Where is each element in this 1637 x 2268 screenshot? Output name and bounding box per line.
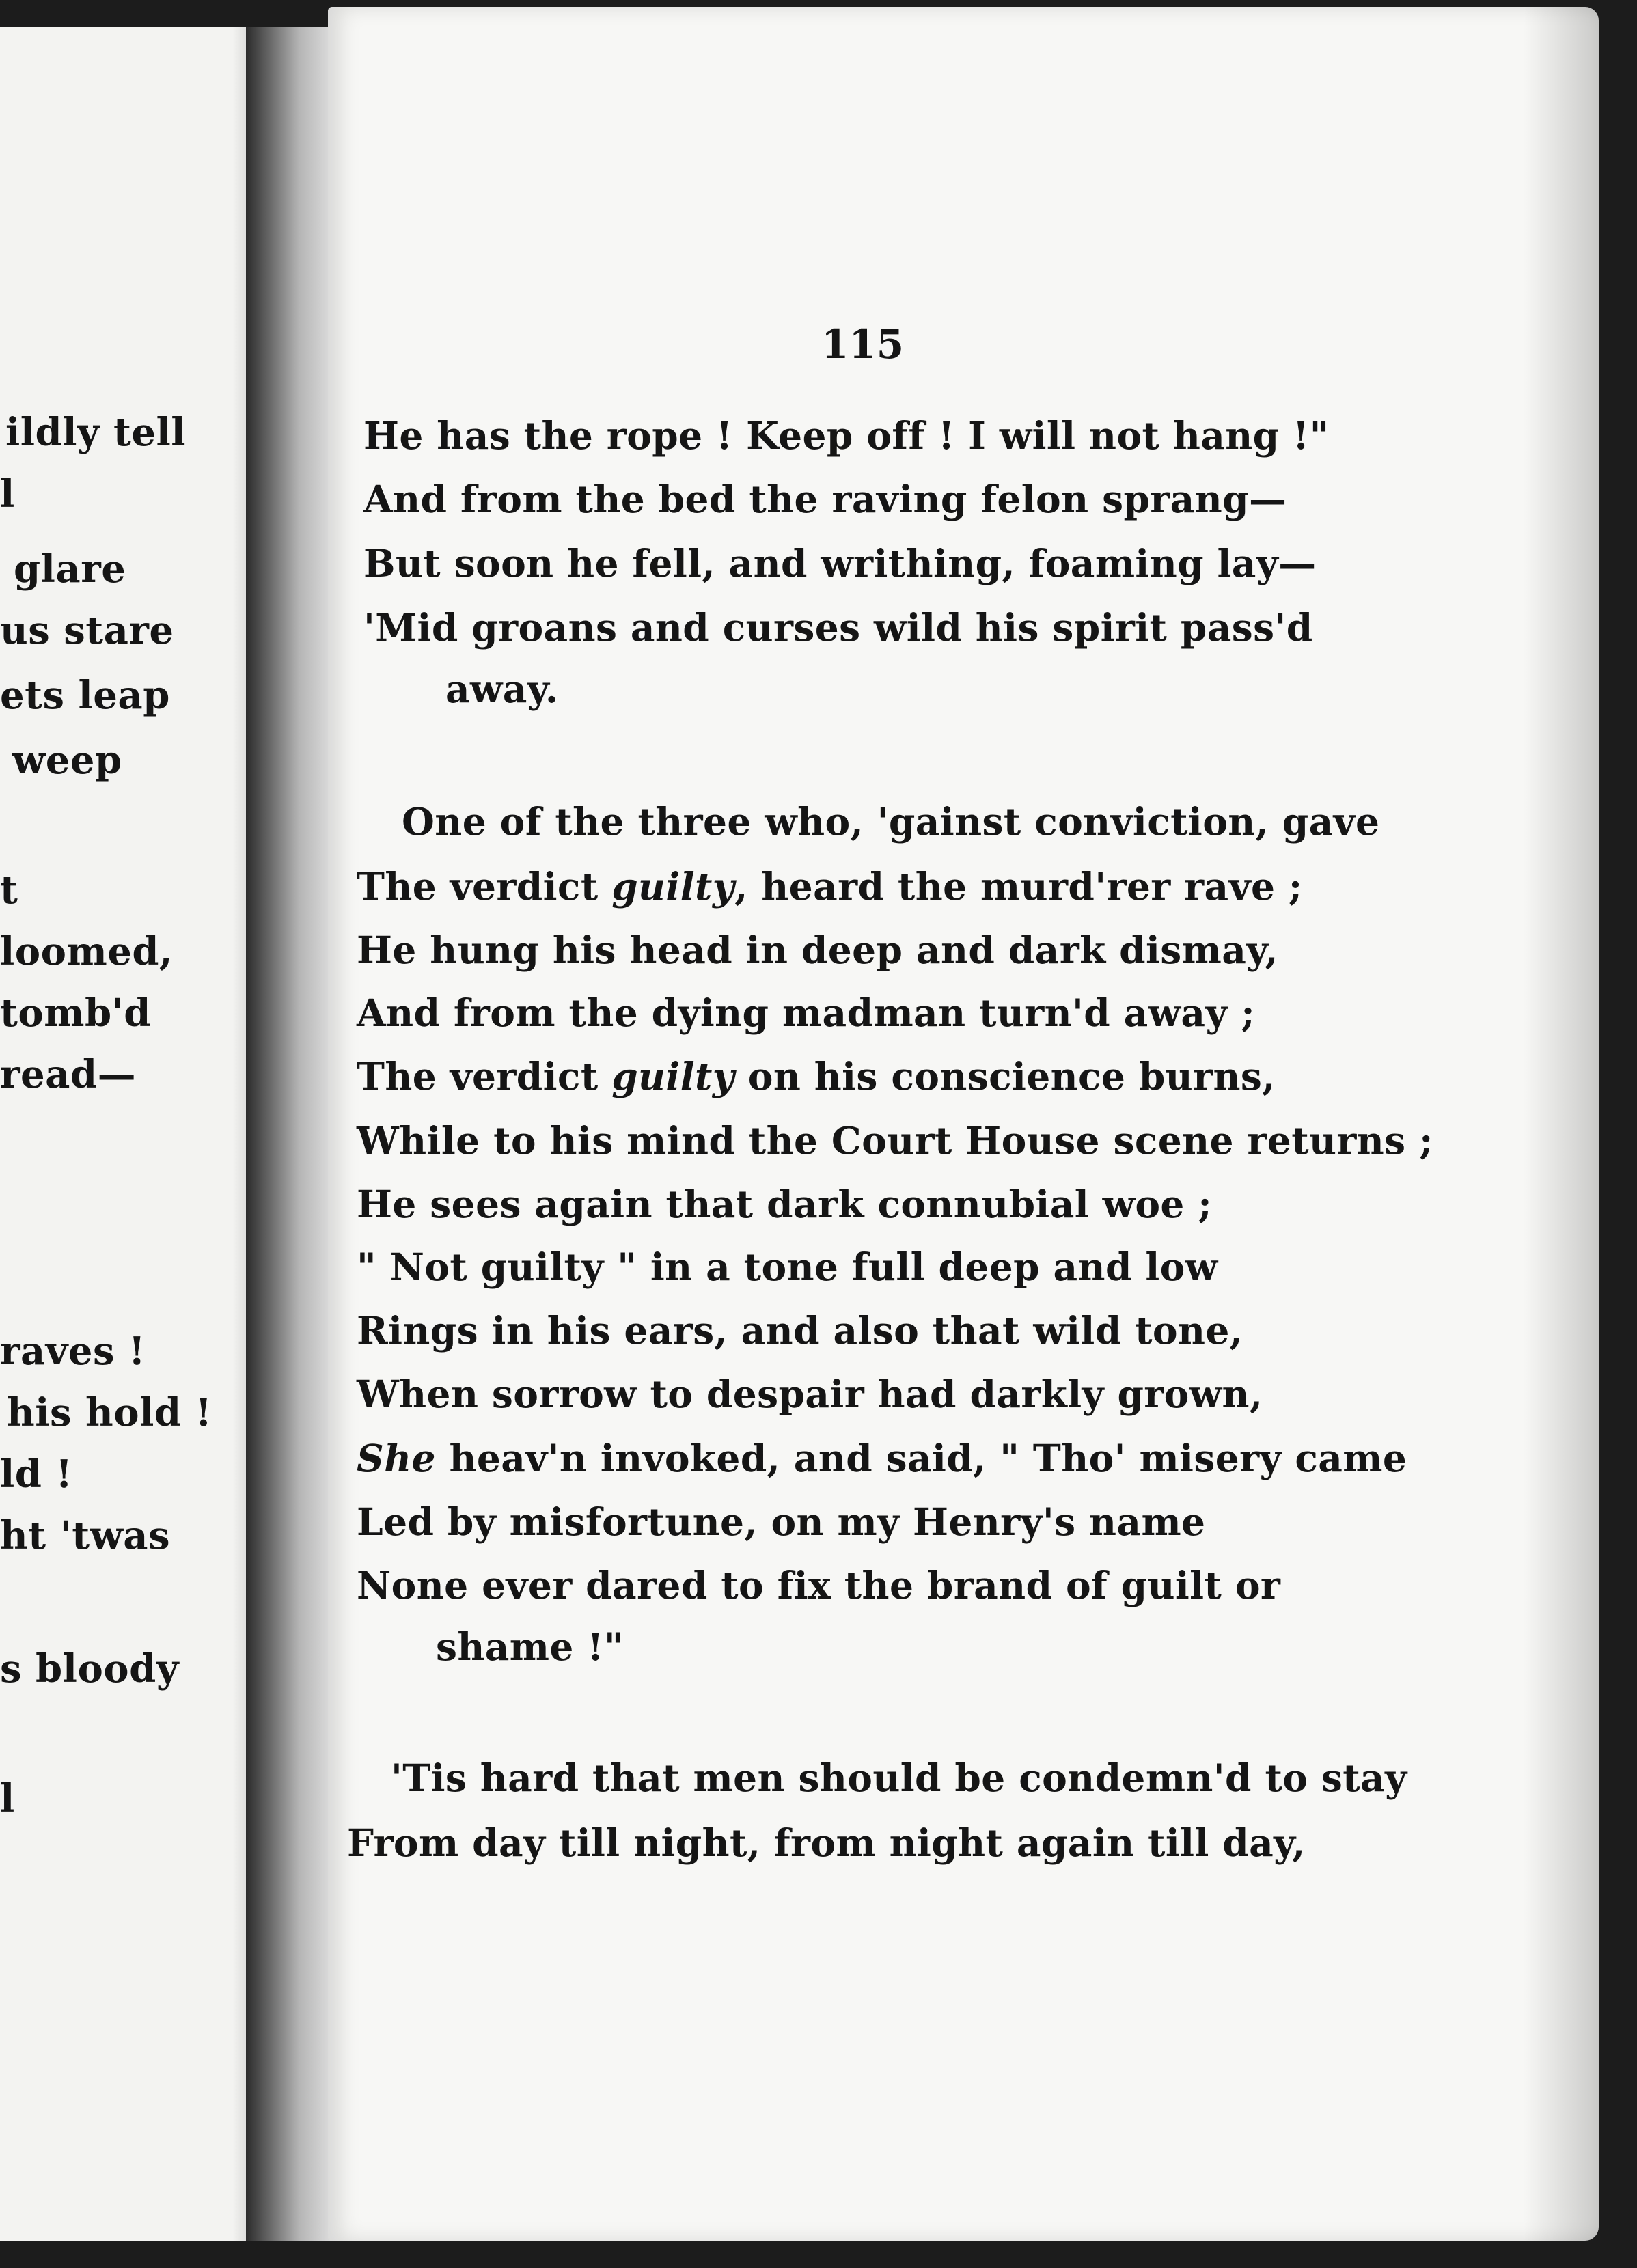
poem-line: One of the three who, 'gainst conviction, gave	[402, 799, 1380, 844]
poem-line: She heav'n invoked, and said, " Tho' misery came	[357, 1436, 1407, 1480]
poem-line: away.	[445, 667, 559, 711]
poem-line: 'Tis hard that men should be condemn'd to stay	[391, 1756, 1407, 1800]
poem-line: He sees again that dark connubial woe ;	[357, 1182, 1213, 1226]
left-fragment: raves !	[0, 1329, 146, 1374]
left-fragment: his hold !	[7, 1390, 212, 1435]
left-fragment: loomed,	[0, 929, 174, 974]
poem-line: shame !"	[436, 1624, 624, 1669]
poem-line: When sorrow to despair had darkly grown,	[357, 1372, 1263, 1416]
poem-line: While to his mind the Court House scene returns ;	[357, 1118, 1433, 1163]
left-fragment: ets leap	[0, 673, 170, 718]
poem-line: From day till night, from night again till day,	[347, 1821, 1306, 1865]
poem-line: Rings in his ears, and also that wild tone,	[357, 1308, 1243, 1353]
poem-line: " Not guilty " in a tone full deep and low	[357, 1245, 1218, 1289]
left-fragment: tomb'd	[0, 991, 151, 1036]
poem-line: The verdict guilty on his conscience burns,	[357, 1054, 1276, 1098]
page-number: 115	[821, 321, 905, 368]
left-fragment: read—	[0, 1052, 137, 1097]
right-page	[328, 7, 1599, 2241]
left-fragment: glare	[14, 547, 126, 592]
poem-line: But soon he fell, and writhing, foaming lay—	[363, 541, 1317, 585]
left-fragment: ld !	[0, 1452, 73, 1497]
poem-line: The verdict guilty, heard the murd'rer rave ;	[357, 864, 1303, 909]
left-page	[0, 27, 273, 2241]
left-fragment: l	[0, 471, 15, 516]
poem-line: None ever dared to fix the brand of guilt or	[357, 1563, 1281, 1607]
poem-line: Led by misfortune, on my Henry's name	[357, 1499, 1206, 1544]
left-fragment: us stare	[0, 608, 174, 653]
left-fragment: s bloody	[0, 1646, 179, 1691]
left-fragment: ildly tell	[5, 410, 187, 455]
poem-line: And from the bed the raving felon sprang—	[363, 477, 1287, 521]
left-fragment: weep	[12, 738, 122, 783]
left-fragment: ht 'twas	[0, 1513, 171, 1558]
left-fragment: l	[0, 1776, 15, 1821]
poem-line: He hung his head in deep and dark dismay,	[357, 928, 1278, 972]
left-fragment: t	[0, 868, 18, 913]
poem-line: And from the dying madman turn'd away ;	[357, 991, 1256, 1035]
poem-line: 'Mid groans and curses wild his spirit pass'd	[363, 605, 1313, 650]
book-spine	[246, 27, 335, 2241]
poem-line: He has the rope ! Keep off ! I will not hang !"	[363, 413, 1330, 458]
poem-body	[328, 7, 1599, 2241]
